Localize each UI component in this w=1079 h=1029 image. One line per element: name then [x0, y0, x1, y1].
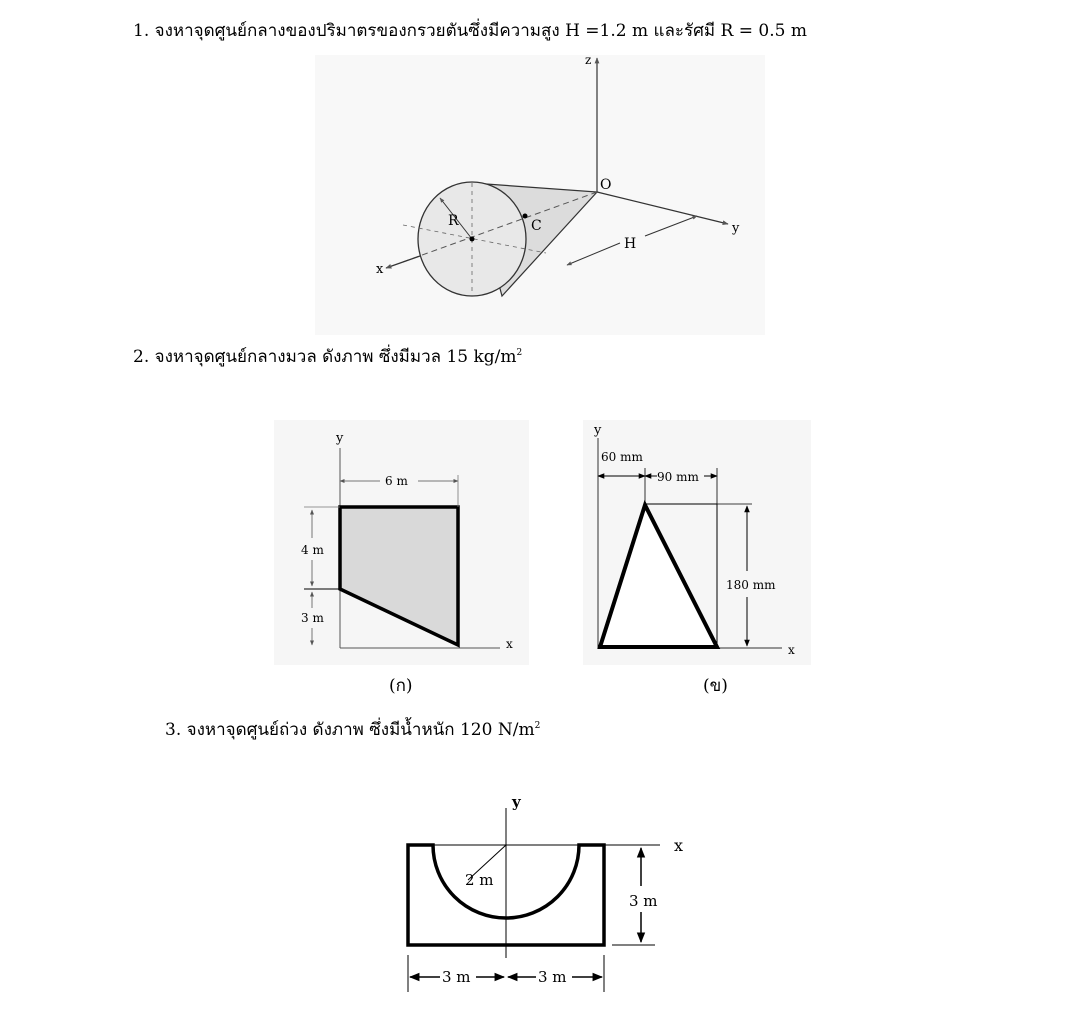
figure-b — [583, 420, 811, 665]
figure-a-height-2-label: 3 m — [301, 611, 324, 625]
y-axis-label: y — [732, 221, 740, 236]
figure-3-radius-label: 2 m — [465, 871, 494, 889]
figure-b-x-label: x — [788, 643, 795, 657]
figure-b-width-label: 90 mm — [657, 470, 699, 484]
height-label: H — [624, 236, 637, 252]
question-1-text: 1. จงหาจุดศูนย์กลางของปริมาตรของกรวยตันซึ่งมีความสูง H =1.2 m และรัศมี R = 0.5 m — [133, 21, 807, 41]
origin-label: O — [600, 177, 612, 193]
figure-3-width-left-label: 3 m — [442, 968, 471, 986]
figure-a-height-1-label: 4 m — [301, 543, 324, 557]
z-axis-label: z — [585, 53, 592, 67]
figure-a-x-label: x — [506, 637, 513, 651]
figure-3 — [408, 793, 683, 992]
figure-b-offset-label: 60 mm — [601, 450, 643, 464]
figure-3-width-right-label: 3 m — [538, 968, 567, 986]
figure-3-x-label: x — [674, 836, 684, 855]
figure-a-y-label: y — [336, 431, 344, 446]
centroid-label: C — [531, 218, 542, 234]
question-3-text: 3. จงหาจุดศูนย์ถ่วง ดังภาพ ซึ่งมีน้ำหนัก 120 N/m — [165, 720, 535, 740]
centroid-point — [523, 214, 528, 219]
figure-3-height-label: 3 m — [629, 892, 658, 910]
x-axis-label: x — [376, 262, 384, 277]
figure-b-y-label: y — [594, 423, 602, 438]
figure-a-width-label: 6 m — [385, 474, 408, 488]
question-3-superscript: 2 — [534, 721, 541, 731]
figure-b-caption: (ข) — [703, 676, 728, 696]
cone-figure — [315, 53, 765, 335]
question-2-superscript: 2 — [516, 348, 523, 358]
radius-label: R — [448, 213, 459, 229]
question-2-text: 2. จงหาจุดศูนย์กลางมวล ดังภาพ ซึ่งมีมวล 15 kg/m — [133, 347, 517, 367]
figure-a — [274, 420, 529, 665]
figure-a-caption: (ก) — [389, 676, 413, 696]
figure-b-height-label: 180 mm — [726, 578, 776, 592]
figure-3-y-label: y — [512, 793, 521, 811]
